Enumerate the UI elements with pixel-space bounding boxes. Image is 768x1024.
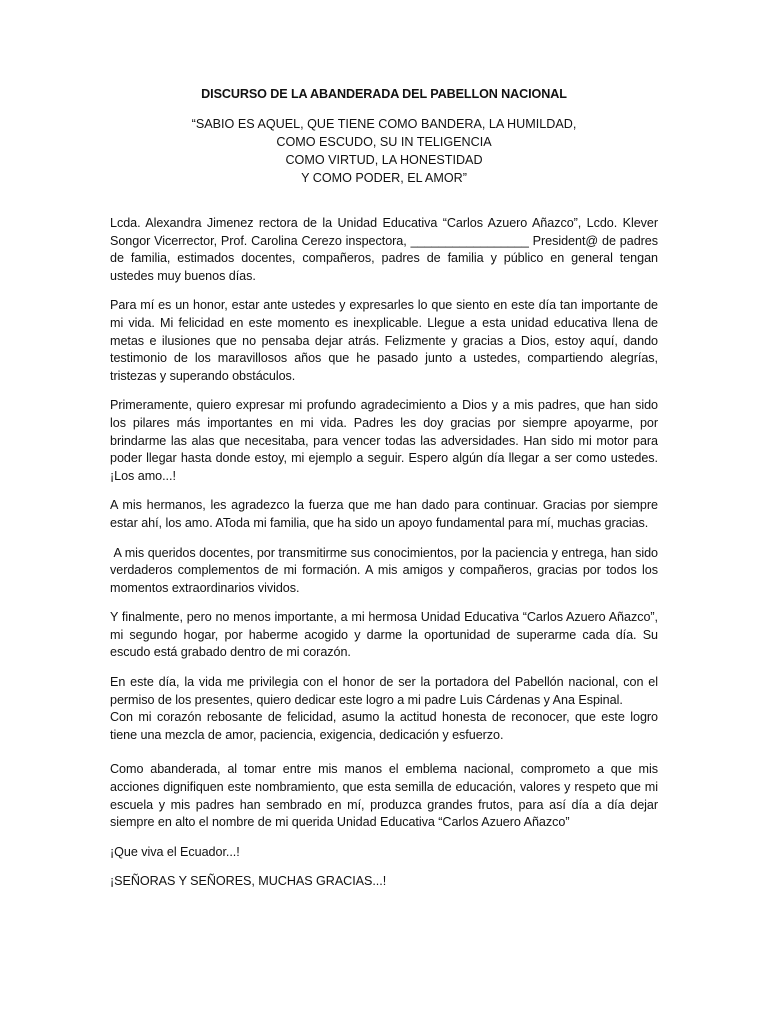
paragraph-parents: Primeramente, quiero expresar mi profundo agradecimiento a Dios y a mis padres, que han sido los pilares más importantes en mi vida. Padres les doy gracias por siempre apoyarme, por brindarme las alas que necesitaba, para vencer todas las adversidades. Han sido mi motor para poder llegar hasta donde estoy, mi ejemplo a seguir. Espero algún día llegar a ser como ustedes. ¡Los amo...! [110,398,658,483]
epigraph-quote [110,115,658,187]
paragraph-closing: ¡SEÑORAS Y SEÑORES, MUCHAS GRACIAS...! [110,874,387,889]
paragraph-school: Y finalmente, pero no menos importante, a mi hermosa Unidad Educativa “Carlos Azuero Añazco”, mi segundo hogar, por haberme acogido y darme la oportunidad de superarme cada día. Su escudo está grabado dentro de mi corazón. [110,610,658,660]
spacer [110,744,658,761]
paragraph-viva-ecuador: ¡Que viva el Ecuador...! [110,844,240,859]
paragraph-dedication: En este día, la vida me privilegia con el honor de ser la portadora del Pabellón nacional, con el permiso de los presentes, quiero dedicar este logro a mi padre Luis Cárdenas y Ana Espinal. [110,675,658,707]
quote-line: “SABIO ES AQUEL, QUE TIENE COMO BANDERA, LA HUMILDAD, [191,117,577,131]
quote-line: COMO ESCUDO, SU IN TELIGENCIA [276,135,492,149]
paragraph-greeting: Lcda. Alexandra Jimenez rectora de la Unidad Educativa “Carlos Azuero Añazco”, Lcdo. Klever Songor Vicerrector, Prof. Carolina Cerezo inspectora, _________________ President@ de padres de familia, estimados docentes, compañeros, padres de familia y público en general tengan ustedes muy buenos días. [110,216,658,283]
quote-line: Y COMO PODER, EL AMOR” [301,171,467,185]
quote-line: COMO VIRTUD, LA HONESTIDAD [285,153,483,167]
document-title: DISCURSO DE LA ABANDERADA DEL PABELLON NACIONAL [201,87,567,101]
paragraph-heart: Con mi corazón rebosante de felicidad, asumo la actitud honesta de reconocer, que este logro tiene una mezcla de amor, paciencia, exigencia, dedicación y esfuerzo. [110,710,658,742]
paragraph-teachers: A mis queridos docentes, por transmitirme sus conocimientos, por la paciencia y entrega, han sido verdaderos complementos de mi formación. A mis amigos y compañeros, gracias por todos los momentos extraordinarios vividos. [110,545,662,595]
paragraph-honor: Para mí es un honor, estar ante ustedes y expresarles lo que siento en este día tan importante de mi vida. Mi felicidad en este momento es inexplicable. Llegue a esta unidad educativa llena de metas e ilusiones que no pensaba dejar atrás. Felizmente y gracias a Dios, estoy aquí, dando testimonio de los maravillosos años que he pasado junto a ustedes, compartiendo alegrías, tristezas y superando obstáculos. [110,298,658,383]
paragraph-commitment: Como abanderada, al tomar entre mis manos el emblema nacional, comprometo a que mis acciones dignifiquen este nombramiento, que esta semilla de educación, valores y respeto que mi escuela y mis padres han sembrado en mí, produzca grandes frutos, para así día a día dejar siempre en alto el nombre de mi querida Unidad Educativa “Carlos Azuero Añazco” [110,762,658,830]
spacer [110,187,658,215]
paragraph-siblings: A mis hermanos, les agradezco la fuerza que me han dado para continuar. Gracias por siempre estar ahí, los amo. AToda mi familia, que ha sido un apoyo fundamental para mí, muchas gracias. [110,498,658,530]
